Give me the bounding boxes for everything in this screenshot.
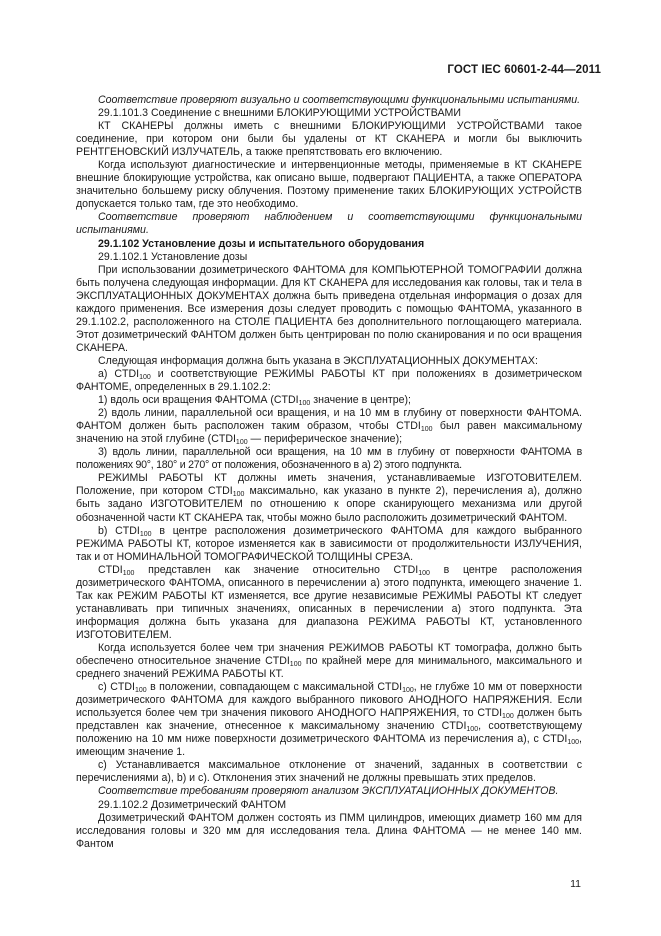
compliance-note: Соответствие проверяют визуально и соответствующими функциональными испытаниями. — [98, 94, 581, 106]
body-paragraph: КТ СКАНЕРЫ должны иметь с внешними БЛОКИРУЮЩИМИ УСТРОЙСТВАМИ такое соединение, при котором они были бы удалены от КТ СКАНЕРА и могли бы выключить РЕНТГЕНОВСКИЙ ИЗЛУЧАТЕЛЬ, а также препятствовать его включению. — [76, 120, 582, 159]
body-paragraph: При использовании дозиметрического ФАНТОМА для КОМПЬЮТЕРНОЙ ТОМОГРАФИИ должна быть получена следующая информации. Для КТ СКАНЕРА для исследования как головы, так и тела в ЭКСПЛУАТАЦИОННЫХ ДОКУМЕНТАХ должна быть приведена отдельная информация о дозах для каждого применения. Все измерения дозы следует проводить с помощью ФАНТОМА, указанного в 29.1.102.2, расположенного на СТОЛЕ ПАЦИЕНТА без дополнительного поглощающего материала. Этот дозиметрический ФАНТОМ должен быть центрирован по полю сканирования и по оси вращения СКАНЕРА. — [76, 263, 582, 354]
list-item: 3) вдоль линии, параллельной оси вращения, на 10 мм в глубину от поверхности ФАНТОМА в положениях 90°, 180° и 270° от положения, обозначенного в а) 2) этого подпункта. — [76, 446, 582, 472]
list-item: b) $CTDI_{100}$ в центре расположения дозиметрического ФАНТОМА для каждого выбранного РЕЖИМА РАБОТЫ КТ, которое изменяется как в зависимости от продолжительности ИЗЛУЧЕНИЯ, так и от НОМИНАЛЬНОЙ ТОМОГРАФИЧЕСКОЙ ТОЛЩИНЫ СРЕЗА. — [76, 524, 583, 563]
list-item: а) $CTDI_{100}$ и соответствующие РЕЖИМЫ РАБОТЫ КТ при положениях в дозиметрическом ФАНТОМЕ, определенных в 29.1.102.2: — [76, 367, 583, 394]
list-item: 1) вдоль оси вращения ФАНТОМА ($CTDI_{100}$ значение в центре); — [98, 394, 411, 408]
list-item: с) $CTDI_{100}$ в положении, совпадающем с максимальной $CTDI_{100}$, не глубже 10 мм от поверхности дозиметрического ФАНТОМА для каждого выбранного пикового АНОДНОГО НАПРЯЖЕНИЯ. Если используется более чем три значения пикового АНОДНОГО НАПРЯЖЕНИЯ, то $CTDI_{100}$ должен быть представлен как значение, отнесенное к максимальному значению $CTDI_{100}$, соответствующему положению на 10 мм ниже поверхности дозиметрического ФАНТОМА из перечисления а), с $CTDI_{100}$, имеющим значение 1. — [76, 681, 582, 759]
body-paragraph: $CTDI_{100}$ представлен как значение относительно $CTDI_{100}$ в центре расположения дозиметрического ФАНТОМА, описанного в перечислении а) этого подпункта, имеющего значение 1. Так как РЕЖИМ РАБОТЫ КТ изменяется, все другие независимые РЕЖИМЫ РАБОТЫ КТ следует устанавливать при типичных значениях, описанных в перечислении а) этого подпункта. Эта информация должна быть указана для диапазона РЕЖИМА РАБОТЫ КТ, установленного ИЗГОТОВИТЕЛЕМ. — [76, 563, 582, 641]
page-number: 11 — [570, 878, 581, 890]
clause-heading: 29.1.102.2 Дозиметрический ФАНТОМ — [98, 798, 287, 811]
list-item: с) Устанавливается максимальное отклонение от значений, заданных в соответствии с перечислениями а), b) и с). Отклонения этих значений не должны превышать этих пределов. — [76, 759, 582, 785]
compliance-note: Соответствие проверяют наблюдением и соответствующими функциональными испытаниями. — [76, 211, 582, 237]
clause-heading: 29.1.101.3 Соединение с внешними БЛОКИРУЮЩИМИ УСТРОЙСТВАМИ — [98, 107, 461, 120]
body-paragraph: Когда используется более чем три значения РЕЖИМОВ РАБОТЫ КТ томографа, должно быть обеспечено относительное значение $CTDI_{100}$ по крайней мере для минимального, максимального и среднего значений РЕЖИМА РАБОТЫ КТ. — [76, 641, 582, 681]
document-header: ГОСТ IEC 60601-2-44—2011 — [447, 64, 601, 76]
clause-heading: 29.1.102.1 Установление дозы — [98, 250, 248, 263]
page-body — [76, 94, 582, 851]
body-paragraph: Когда используют диагностические и интервенционные методы, применяемые в КТ СКАНЕРЕ внешние блокирующие устройства, как описано выше, подвергают ПАЦИЕНТА, а также ОПЕРАТОРА значительно большему риску облучения. Поэтому применение таких БЛОКИРУЮЩИХ УСТРОЙСТВ допускается только там, где это необходимо. — [76, 159, 582, 211]
section-heading: 29.1.102 Установление дозы и испытательного оборудования — [98, 237, 425, 250]
body-paragraph: Дозиметрический ФАНТОМ должен состоять из ПММ цилиндров, имеющих диаметр 160 мм для исследования головы и 320 мм для исследования тела. Длина ФАНТОМА — не менее 140 мм. Фантом — [76, 811, 582, 850]
body-paragraph: РЕЖИМЫ РАБОТЫ КТ должны иметь значения, устанавливаемые ИЗГОТОВИТЕЛЕМ. Положение, при котором $CTDI_{100}$ максимально, как указано в пункте 2), перечисления а), должно быть задано ИЗГОТОВИТЕЛЕМ по отношению к опоре сканирующего механизма или другой обозначенной части КТ СКАНЕРА так, чтобы можно было расположить дозиметрический ФАНТОМ. — [76, 472, 583, 524]
list-item: 2) вдоль линии, параллельной оси вращения, и на 10 мм в глубину от поверхности ФАНТОМА. ФАНТОМ должен быть расположен таким образом, чтобы $CTDI_{100}$ был равен максимальному значению на этой глубине ($CTDI_{100}$ — периферическое значение); — [76, 407, 582, 447]
body-paragraph: Следующая информация должна быть указана в ЭКСПЛУАТАЦИОННЫХ ДОКУМЕНТАХ: — [98, 354, 538, 367]
compliance-note: Соответствие требованиям проверяют анализом ЭКСПЛУАТАЦИОННЫХ ДОКУМЕНТОВ. — [98, 785, 559, 798]
